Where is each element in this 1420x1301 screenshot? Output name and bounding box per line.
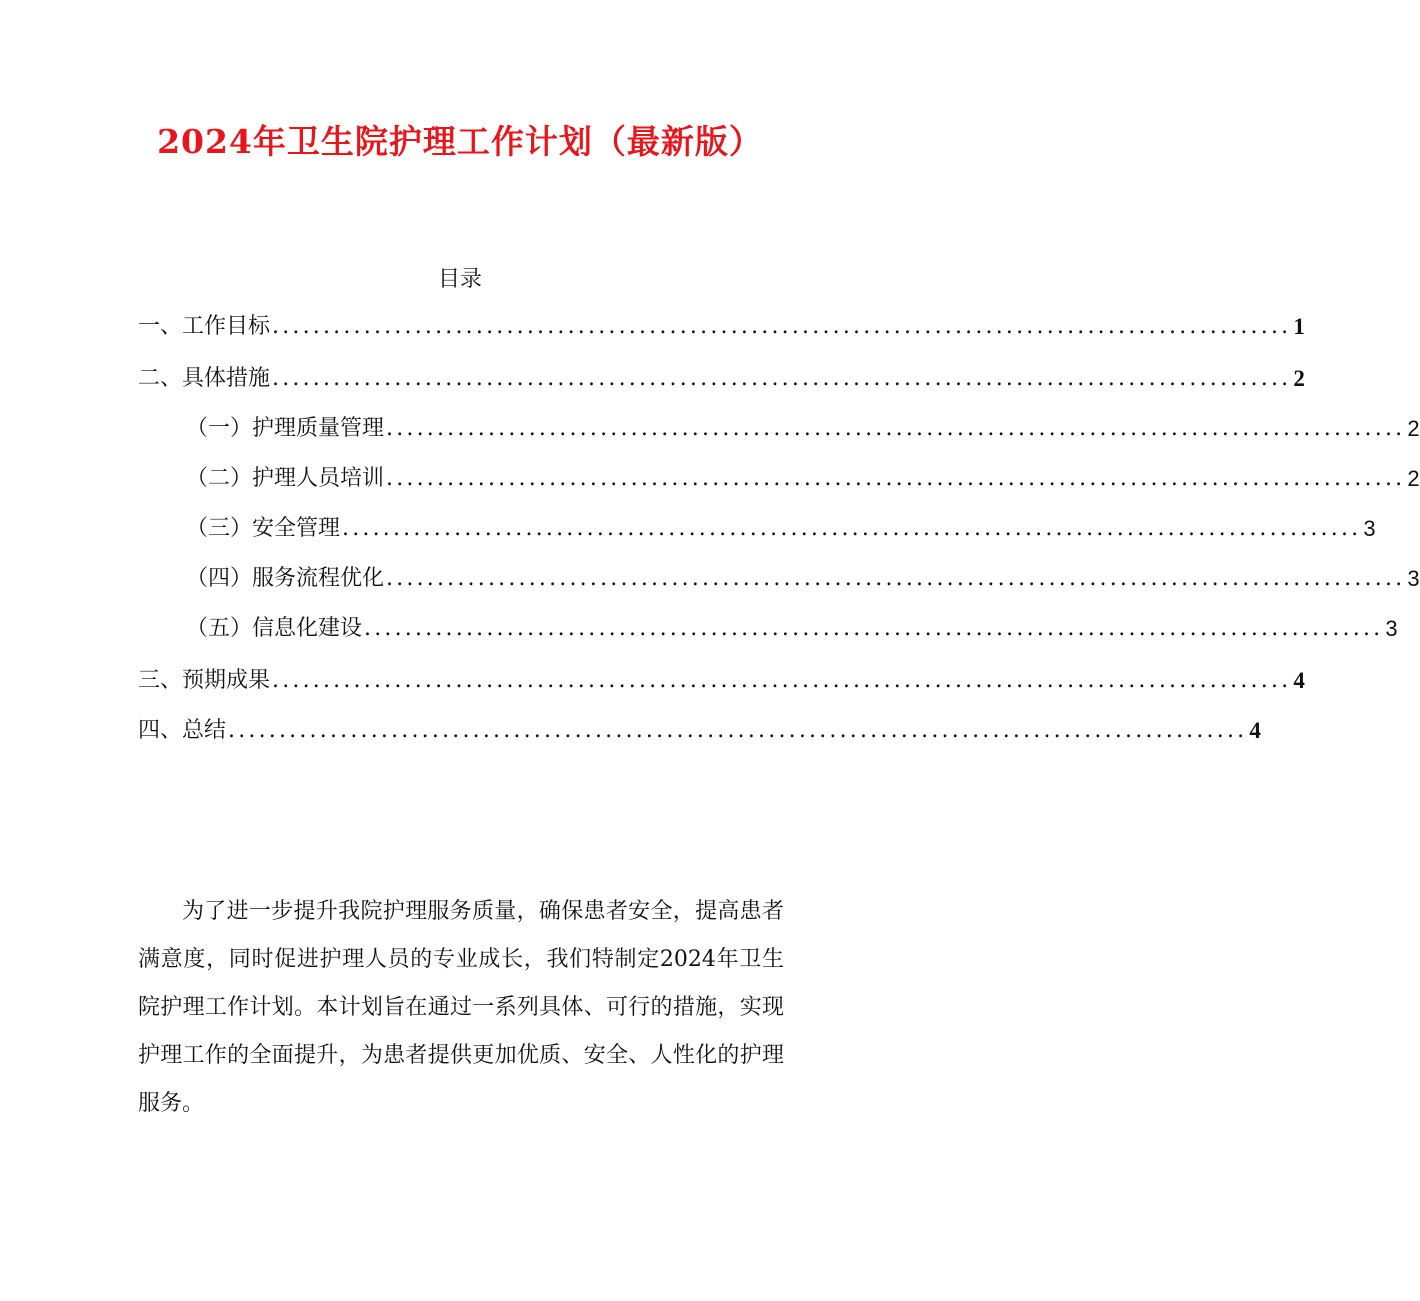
toc-entry-label: （四）服务流程优化 (186, 566, 385, 591)
toc-entry-expected-results[interactable] (138, 666, 1305, 696)
toc-page-number: 2 (1407, 466, 1420, 491)
toc-leader-dots: .................................................................................................... (364, 616, 1384, 641)
toc-entry-staff-training[interactable] (186, 464, 1420, 494)
toc-page-number: 2 (1293, 366, 1305, 391)
toc-entry-label: 三、预期成果 (138, 668, 271, 693)
toc-leader-dots: .................................................................................................... (272, 366, 1292, 391)
toc-leader-dots: .................................................................................................... (386, 466, 1406, 491)
toc-entry-work-goals[interactable] (138, 312, 1305, 342)
toc-leader-dots: .................................................................................................... (342, 516, 1362, 541)
toc-entry-process-optimization[interactable] (186, 564, 1420, 594)
toc-page-number: 2 (1407, 416, 1420, 441)
toc-page-number: 3 (1385, 616, 1398, 641)
toc-entry-summary[interactable] (138, 716, 1261, 746)
toc-leader-dots: .................................................................................................... (386, 416, 1406, 441)
toc-leader-dots: .................................................................................................... (272, 668, 1292, 693)
toc-entry-nursing-quality[interactable] (186, 414, 1420, 444)
toc-leader-dots: .................................................................................................... (386, 566, 1406, 591)
toc-page-number: 3 (1363, 516, 1376, 541)
toc-entry-label: （二）护理人员培训 (186, 466, 385, 491)
toc-entry-label: 一、工作目标 (138, 314, 271, 339)
toc-entry-label: 二、具体措施 (138, 366, 271, 391)
toc-leader-dots: .................................................................................................... (228, 718, 1248, 743)
toc-heading: 目录 (437, 267, 482, 292)
toc-leader-dots: .................................................................................................... (272, 314, 1292, 339)
toc-entry-informatization[interactable] (186, 614, 1398, 644)
toc-page-number: 1 (1293, 314, 1305, 339)
toc-entry-label: （一）护理质量管理 (186, 416, 385, 441)
toc-entry-label: （五）信息化建设 (186, 616, 363, 641)
toc-entry-specific-measures[interactable] (138, 364, 1305, 394)
toc-page-number: 3 (1407, 566, 1420, 591)
document-title: 2024年卫生院护理工作计划（最新版） (157, 122, 763, 161)
toc-entry-label: 四、总结 (138, 718, 227, 743)
intro-paragraph: 为了进一步提升我院护理服务质量，确保患者安全，提高患者满意度，同时促进护理人员的专业成长，我们特制定2024年卫生院护理工作计划。本计划旨在通过一系列具体、可行的措施，实现护理工作的全面提升，为患者提供更加优质、安全、人性化的护理服务。 (138, 899, 784, 1116)
toc-entry-safety-management[interactable] (186, 514, 1376, 544)
toc-page-number: 4 (1293, 668, 1305, 693)
toc-entry-label: （三）安全管理 (186, 516, 341, 541)
toc-page-number: 4 (1249, 718, 1261, 743)
